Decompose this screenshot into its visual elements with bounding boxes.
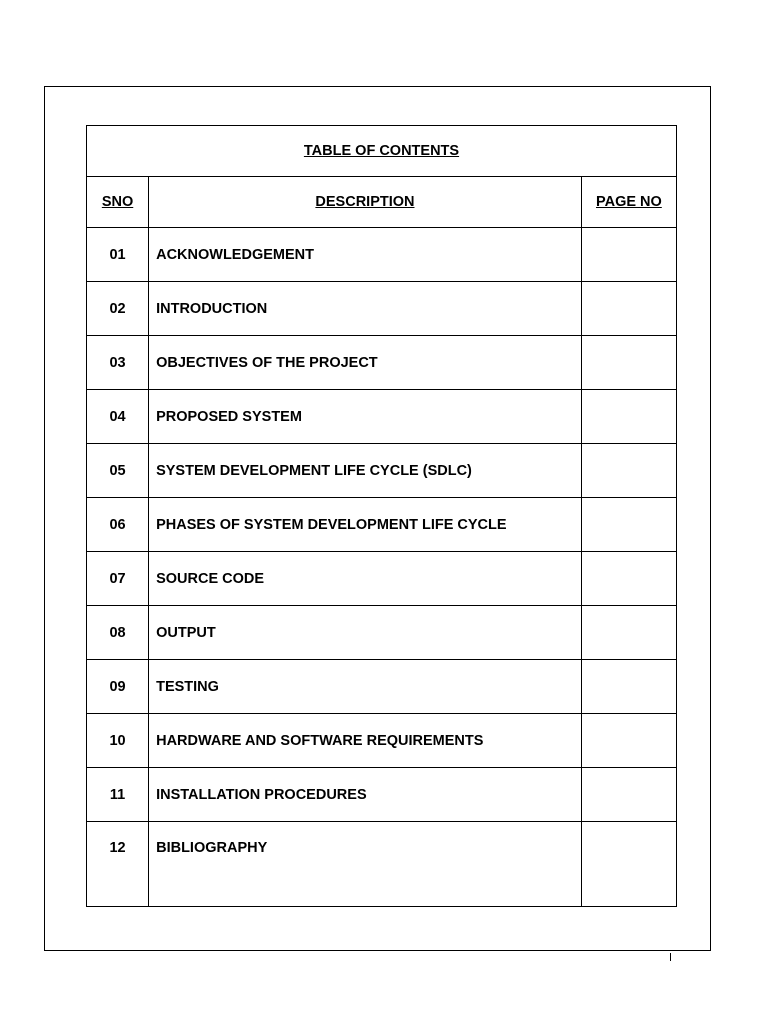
row-sno: 12: [87, 822, 149, 907]
toc-header-row: [87, 177, 677, 228]
row-sno: 04: [87, 390, 149, 444]
row-sno: 06: [87, 498, 149, 552]
toc-title-row: [87, 126, 677, 177]
row-page-no: [581, 552, 676, 606]
row-description: SOURCE CODE: [149, 552, 582, 606]
row-description: PROPOSED SYSTEM: [149, 390, 582, 444]
row-description: OUTPUT: [149, 606, 582, 660]
row-page-no: [581, 228, 676, 282]
header-sno: SNO: [87, 177, 149, 228]
row-description: HARDWARE AND SOFTWARE REQUIREMENTS: [149, 714, 582, 768]
table-row: [87, 606, 677, 660]
table-row: [87, 498, 677, 552]
row-page-no: [581, 336, 676, 390]
row-sno: 03: [87, 336, 149, 390]
page-footer-mark: [670, 953, 671, 961]
row-sno: 02: [87, 282, 149, 336]
row-description: BIBLIOGRAPHY: [149, 822, 582, 907]
row-sno: 11: [87, 768, 149, 822]
row-page-no: [581, 606, 676, 660]
row-page-no: [581, 660, 676, 714]
table-row: [87, 336, 677, 390]
row-description: SYSTEM DEVELOPMENT LIFE CYCLE (SDLC): [149, 444, 582, 498]
row-description: PHASES OF SYSTEM DEVELOPMENT LIFE CYCLE: [149, 498, 582, 552]
table-row: [87, 768, 677, 822]
row-sno: 08: [87, 606, 149, 660]
table-row: [87, 552, 677, 606]
row-sno: 05: [87, 444, 149, 498]
row-sno: 07: [87, 552, 149, 606]
row-description: OBJECTIVES OF THE PROJECT: [149, 336, 582, 390]
row-sno: 09: [87, 660, 149, 714]
row-description: INTRODUCTION: [149, 282, 582, 336]
row-page-no: [581, 822, 676, 907]
row-description: TESTING: [149, 660, 582, 714]
table-row: [87, 282, 677, 336]
toc-title: TABLE OF CONTENTS: [87, 126, 677, 177]
header-page-no: PAGE NO: [581, 177, 676, 228]
row-sno: 01: [87, 228, 149, 282]
table-row: [87, 228, 677, 282]
row-sno: 10: [87, 714, 149, 768]
table-row: [87, 714, 677, 768]
row-page-no: [581, 390, 676, 444]
row-page-no: [581, 498, 676, 552]
table-of-contents: [86, 125, 677, 907]
toc-body: [87, 126, 677, 907]
row-page-no: [581, 282, 676, 336]
table-row: [87, 444, 677, 498]
row-page-no: [581, 444, 676, 498]
table-row: [87, 390, 677, 444]
row-description: INSTALLATION PROCEDURES: [149, 768, 582, 822]
table-row: [87, 822, 677, 907]
row-page-no: [581, 768, 676, 822]
row-page-no: [581, 714, 676, 768]
header-description: DESCRIPTION: [149, 177, 582, 228]
table-row: [87, 660, 677, 714]
row-description: ACKNOWLEDGEMENT: [149, 228, 582, 282]
